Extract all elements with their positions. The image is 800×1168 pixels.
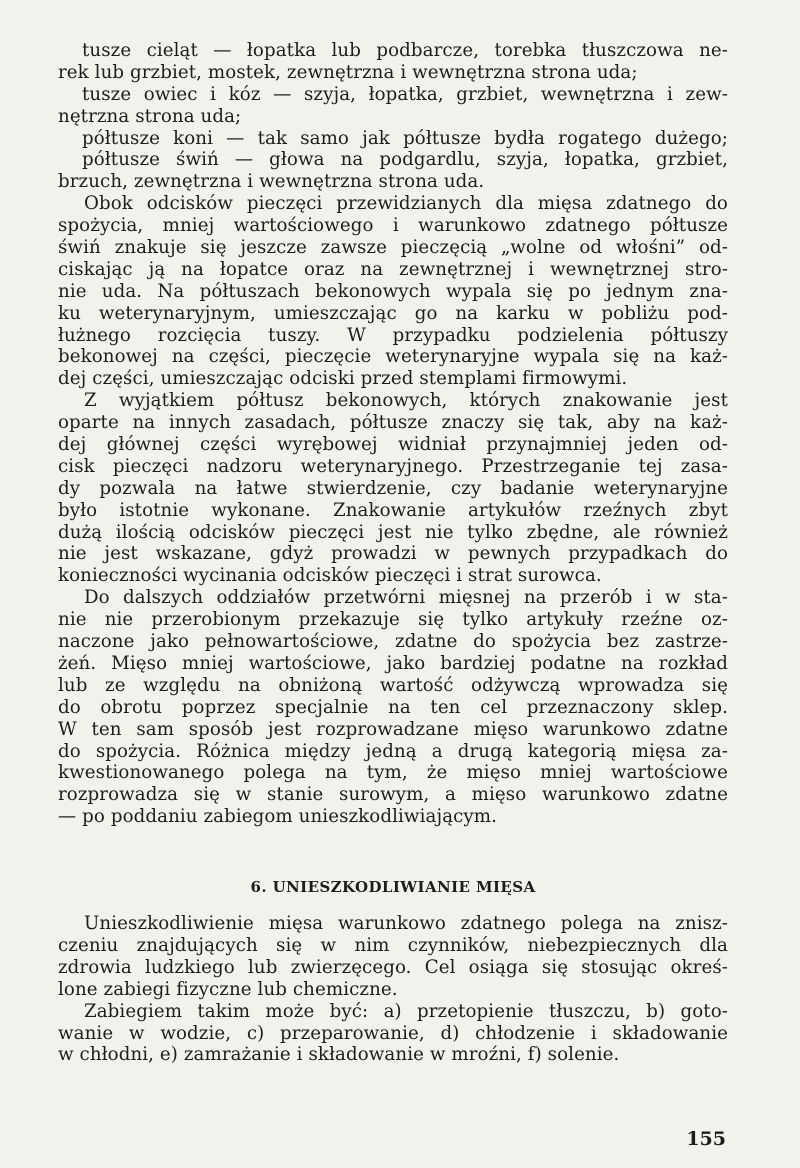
text-line: półtusze koni — tak samo jak półtusze bydła rogatego dużego;: [82, 127, 728, 149]
text-line: oparte na innych zasadach, półtusze znaczy się tak, aby na każ-: [58, 412, 728, 434]
text-line: lone zabiegi fizyczne lub chemiczne.: [58, 978, 398, 1000]
text-line: wanie w wodzie, c) przeparowanie, d) chłodzenie i składowanie: [58, 1022, 728, 1044]
text-line: spożycia, mniej wartościowego i warunkowo zdatnego półtusze: [58, 215, 728, 237]
text-line: dy pozwala na łatwe stwierdzenie, czy badanie weterynaryjne: [58, 477, 728, 499]
text-line: dej głównej części wyrębowej widniał przynajmniej jeden od-: [58, 434, 728, 456]
text-line: było istotnie wykonane. Znakowanie artykułów rzeźnych zbyt: [58, 499, 728, 521]
section-heading: 6. UNIESZKODLIWIANIE MIĘSA: [250, 878, 536, 897]
text-line: czeniu znajdujących się w nim czynników, niebezpiecznych dla: [58, 934, 728, 956]
text-line: rek lub grzbiet, mostek, zewnętrzna i wewnętrzna strona uda;: [58, 61, 638, 83]
text-line: Unieszkodliwienie mięsa warunkowo zdatnego polega na znisz-: [84, 913, 728, 935]
text-line: Z wyjątkiem półtusz bekonowych, których znakowanie jest: [84, 390, 728, 412]
text-line: ciskając ją na łopatce oraz na zewnętrznej i wewnętrznej stro-: [58, 258, 728, 280]
text-line: — po poddaniu zabiegom unieszkodliwiającym.: [58, 806, 498, 828]
text-line: nie uda. Na półtuszach bekonowych wypala się po jednym zna-: [58, 280, 728, 302]
text-line: lub ze względu na obniżoną wartość odżywczą wprowadza się: [58, 674, 728, 696]
text-line: nie nie przerobionym przekazuje się tylko artykuły rzeźne oz-: [58, 609, 728, 631]
text-line: dej części, umieszczając odciski przed stemplami firmowymi.: [58, 368, 628, 390]
text-line: do obrotu poprzez specjalnie na ten cel przeznaczony sklep.: [58, 696, 728, 718]
text-line: rozprowadza się w stanie surowym, a mięso warunkowo zdatne: [58, 784, 728, 806]
text-line: do spożycia. Różnica między jedną a drugą kategorią mięsa za-: [58, 740, 728, 762]
text-line: cisk pieczęci nadzoru weterynaryjnego. Przestrzeganie tej zasa-: [58, 455, 728, 477]
text-line: brzuch, zewnętrzna i wewnętrzna strona uda.: [58, 171, 485, 193]
text-line: w chłodni, e) zamrażanie i składowanie w mroźni, f) solenie.: [58, 1044, 620, 1066]
text-line: dużą ilością odcisków pieczęci jest nie tylko zbędne, ale również: [58, 521, 728, 543]
text-line: żeń. Mięso mniej wartościowe, jako bardziej podatne na rozkład: [58, 652, 728, 674]
text-line: tusze owiec i kóz — szyja, łopatka, grzbiet, wewnętrzna i zew-: [82, 83, 728, 105]
text-line: zdrowia ludzkiego lub zwierzęcego. Cel osiąga się stosując okreś-: [58, 956, 728, 978]
text-line: ku weterynaryjnym, umieszczając go na karku w pobliżu pod-: [58, 302, 728, 324]
text-line: W ten sam sposób jest rozprowadzane mięso warunkowo zdatne: [58, 718, 728, 740]
text-line: Zabiegiem takim może być: a) przetopienie tłuszczu, b) goto-: [84, 1000, 728, 1022]
text-line: naczone jako pełnowartościowe, zdatne do spożycia bez zastrze-: [58, 631, 728, 653]
page-body: [58, 40, 728, 1066]
text-line: Obok odcisków pieczęci przewidzianych dla mięsa zdatnego do: [84, 193, 728, 215]
text-line: półtusze świń — głowa na podgardlu, szyja, łopatka, grzbiet,: [82, 149, 728, 171]
text-line: łużnego rozcięcia tuszy. W przypadku podzielenia półtuszy: [58, 324, 728, 346]
text-line: konieczności wycinania odcisków pieczęci i strat surowca.: [58, 565, 602, 587]
paragraph-block-bottom: [58, 913, 728, 1066]
paragraph-block-top: [58, 40, 728, 828]
text-line: nętrzna strona uda;: [58, 105, 242, 127]
text-line: tusze cieląt — łopatka lub podbarcze, torebka tłuszczowa ne-: [82, 40, 728, 61]
text-line: kwestionowanego polega na tym, że mięso mniej wartościowe: [58, 762, 728, 784]
text-line: świń znakuje się jeszcze zawsze pieczęcią „wolne od włośni” od-: [58, 237, 728, 259]
page-number: 155: [686, 1128, 726, 1150]
text-line: Do dalszych oddziałów przetwórni mięsnej na przerób i w sta-: [84, 587, 728, 609]
text-line: nie jest wskazane, gdyż prowadzi w pewnych przypadkach do: [58, 543, 728, 565]
text-line: bekonowej na części, pieczęcie weterynaryjne wypala się na każ-: [58, 346, 728, 368]
